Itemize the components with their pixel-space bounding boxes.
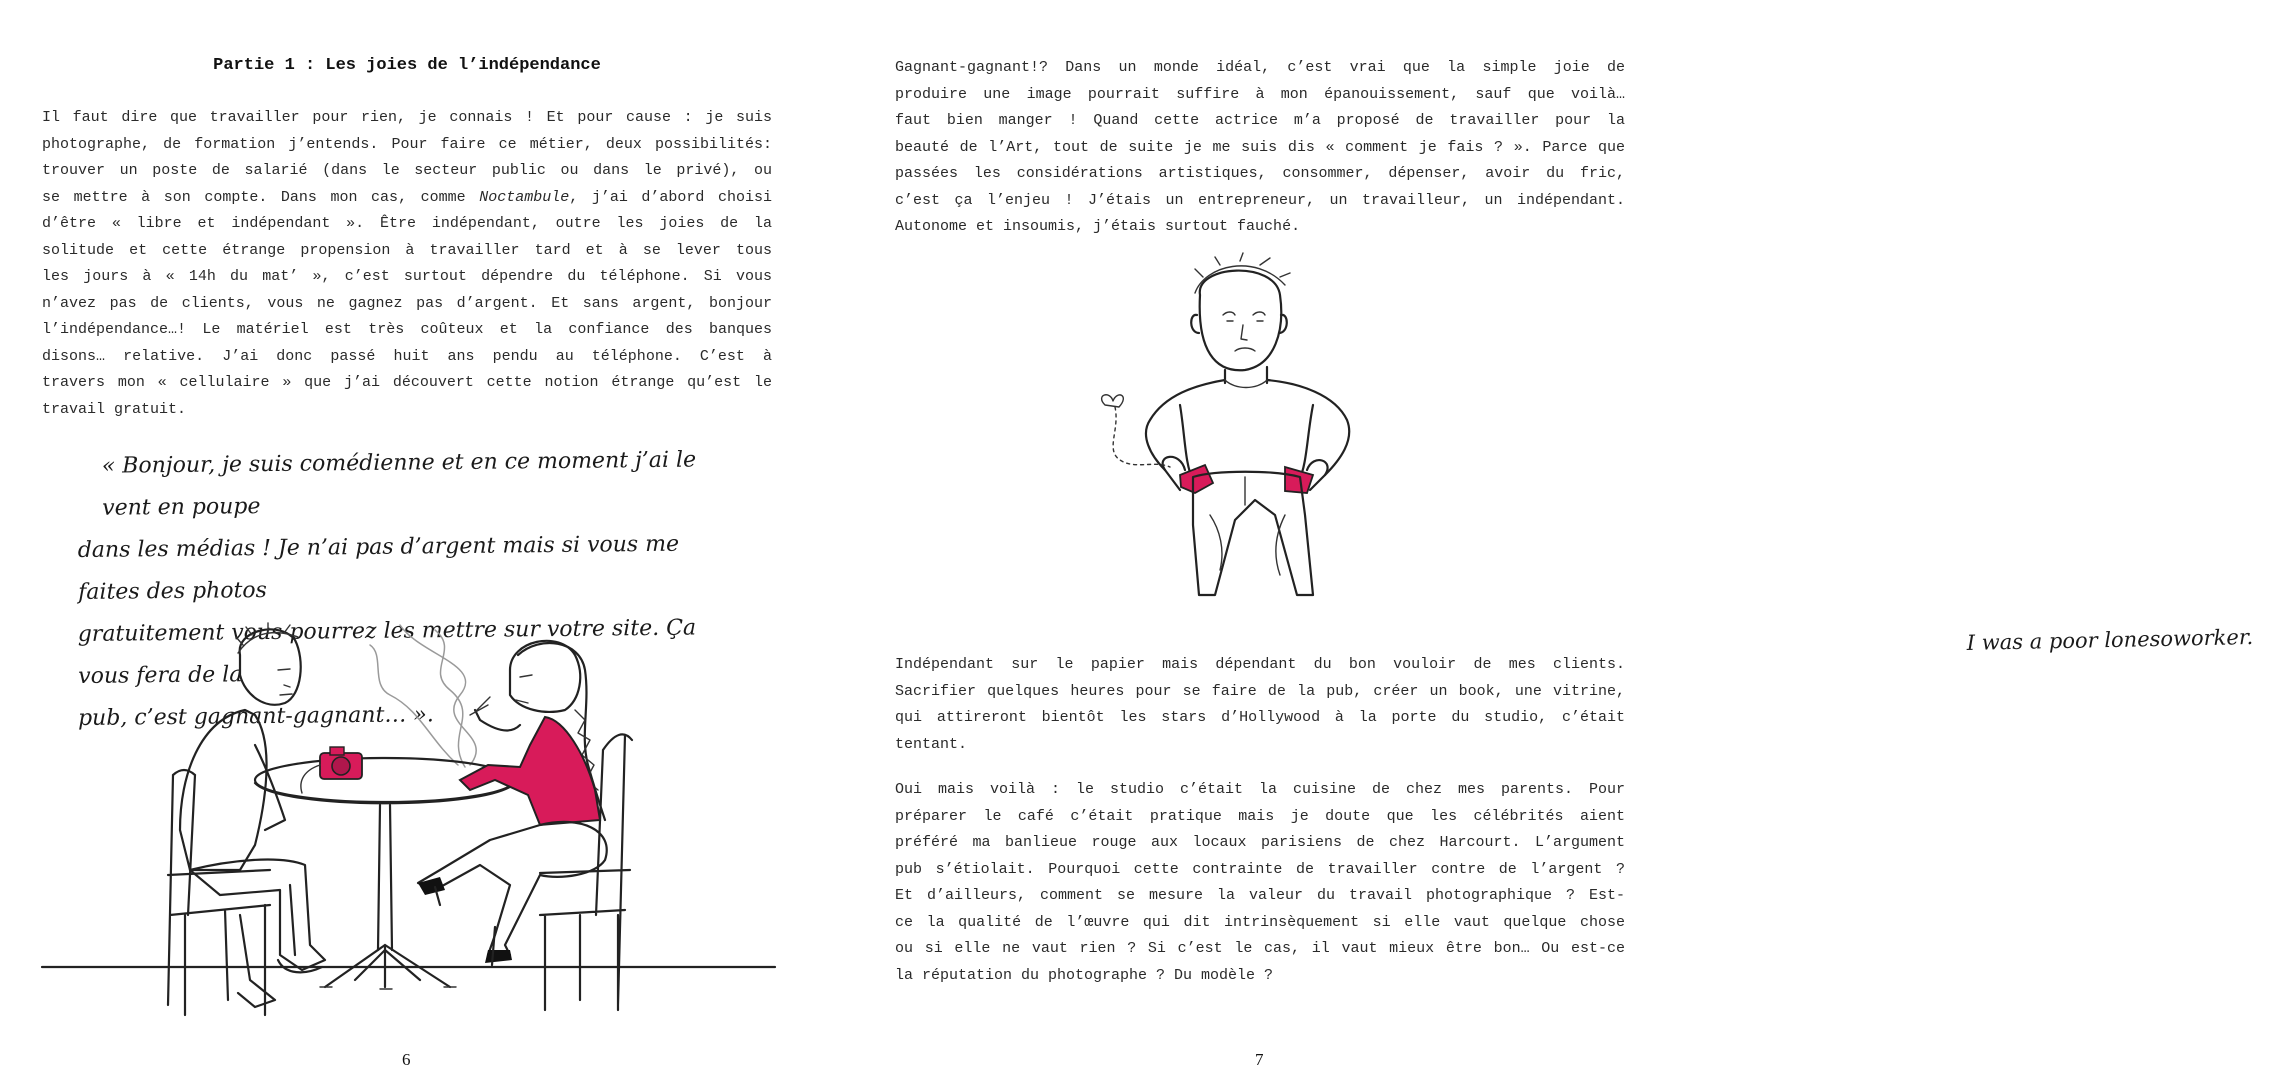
text-line: travers mon « cellulaire » que j’ai découvert cette notion étrange qu’est le [42, 374, 772, 391]
text-line: produire une image pourrait suffire à mon épanouissement, sauf que voilà… [895, 85, 1625, 103]
page-number: 7 [1255, 1050, 1264, 1069]
illustration-caption: I was a poor lonesoworker. [1966, 625, 2254, 655]
text-line: ce la qualité de l’œuvre qui dit intrinsèquement si elle vaut quelque chose [895, 913, 1625, 931]
text-line: beauté de l’Art, tout de suite je me suis dis « comment je fais ? ». Parce que [895, 138, 1625, 156]
right-paragraph-3 [895, 777, 1625, 989]
text-line: passées les considérations artistiques, consommer, dépenser, avoir du fric, [895, 165, 1625, 182]
text-line: la réputation du photographe ? Du modèle ? [895, 966, 1274, 984]
right-paragraph-1 [895, 55, 1625, 241]
empty-pockets-illustration [1085, 255, 1405, 605]
text-line: Et d’ailleurs, comment se mesure la valeur du travail photographique ? Est- [895, 887, 1625, 904]
right-paragraph-2 [895, 652, 1625, 758]
quote-line: pub, c’est gagnant-gagnant… ». [77, 702, 434, 731]
quote-line: dans les médias ! Je n’ai pas d’argent mais si vous me faites des photos [77, 531, 680, 605]
text-line: pub s’étiolait. Pourquoi cette contrainte de travailler contre de l’argent ? [895, 860, 1625, 878]
text-line [42, 185, 772, 212]
text-fragment: se mettre à son compte. Dans mon cas, comme [42, 188, 480, 206]
text-line: d’être « libre et indépendant ». Être indépendant, outre les joies de la [42, 215, 772, 232]
text-line: trouver un poste de salarié (dans le secteur public ou dans le privé), ou [42, 162, 772, 179]
italic-word: Noctambule [479, 188, 570, 206]
text-line: ou si elle ne vaut rien ? Si c’est le cas, il vaut mieux être bon… Ou est-ce [895, 940, 1625, 957]
text-line: l’indépendance…! Le matériel est très coûteux et la confiance des banques [42, 321, 772, 338]
page-number: 6 [402, 1050, 411, 1069]
text-line: c’est ça l’enjeu ! J’étais un entrepreneur, un travailleur, un indépendant. [895, 191, 1625, 209]
text-line: disons… relative. J’ai donc passé huit ans pendu au téléphone. C’est à [42, 347, 772, 365]
quote-line: « Bonjour, je suis comédienne et en ce moment j’ai le vent en poupe [101, 447, 697, 521]
cafe-scene-illustration [40, 615, 780, 1035]
text-line: Sacrifier quelques heures pour se faire de la pub, créer un book, une vitrine, [895, 682, 1625, 700]
quote-line: gratuitement vous pourrez les mettre sur votre site. Ça vous fera de la [77, 615, 697, 689]
chapter-title: Partie 1 : Les joies de l’indépendance [213, 56, 601, 75]
text-line: solitude et cette étrange propension à travailler tard et à se lever tous [42, 241, 772, 259]
left-page [0, 0, 830, 1080]
text-line: tentant. [895, 735, 968, 753]
left-paragraph [42, 105, 772, 423]
text-line: faut bien manger ! Quand cette actrice m’a proposé de travailler pour la [895, 112, 1625, 129]
text-line: Gagnant-gagnant!? Dans un monde idéal, c’est vrai que la simple joie de [895, 59, 1625, 76]
right-page [830, 0, 2254, 1080]
text-line: Il faut dire que travailler pour rien, je connais ! Et pour cause : je suis [42, 109, 772, 126]
text-line: qui attireront bientôt les stars d’Hollywood à la porte du studio, c’était [895, 709, 1625, 726]
text-line: Indépendant sur le papier mais dépendant du bon vouloir de mes clients. [895, 656, 1625, 673]
text-line: photographe, de formation j’entends. Pour faire ce métier, deux possibilités: [42, 135, 772, 153]
text-line: Oui mais voilà : le studio c’était la cuisine de chez mes parents. Pour [895, 781, 1625, 798]
text-fragment: , j’ai d’abord choisi [569, 188, 772, 206]
text-line: Autonome et insoumis, j’étais surtout fauché. [895, 218, 1301, 235]
text-line: préparer le café c’était pratique mais je doute que les célébrités aient [895, 807, 1625, 825]
text-line: les jours à « 14h du mat’ », c’est surtout dépendre du téléphone. Si vous [42, 268, 772, 285]
text-line: préféré ma banlieue rouge aux locaux parisiens de chez Harcourt. L’argument [895, 834, 1625, 851]
text-line: n’avez pas de clients, vous ne gagnez pas d’argent. Et sans argent, bonjour [42, 294, 772, 312]
text-line: travail gratuit. [42, 400, 187, 418]
